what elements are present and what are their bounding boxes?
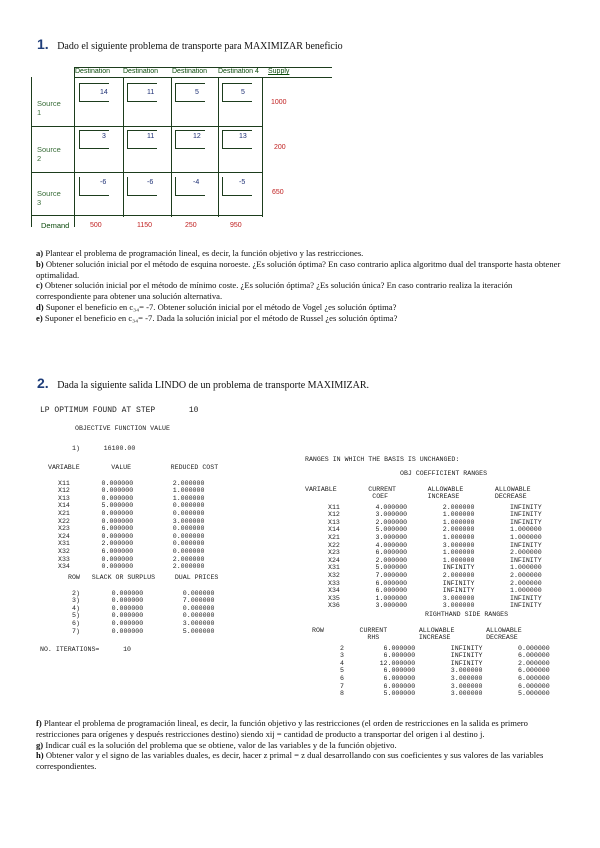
lindo-var-header: VARIABLE VALUE REDUCED COST bbox=[48, 464, 219, 471]
lindo-rhs-header: ROW CURRENT ALLOWABLE ALLOWABLE RHS INCREASE DECREASE bbox=[312, 626, 522, 642]
table-row: 3) 0.000000 7.000000 bbox=[72, 597, 215, 605]
cost-cell: 5 bbox=[195, 89, 199, 96]
header-destination-1: Destination bbox=[75, 68, 111, 75]
lindo-obj-ranges-header: VARIABLE CURRENT ALLOWABLE ALLOWABLE COEF INCREASE DECREASE bbox=[305, 485, 531, 501]
header-destination-2: Destination bbox=[123, 68, 159, 75]
lindo-iterations: NO. ITERATIONS= 10 bbox=[40, 646, 132, 653]
table-row: X12 3.000000 1.000000 INFINITY bbox=[328, 511, 542, 519]
list-item: a) Plantear el problema de programación lineal, es decir, la función objetivo y las restricciones. bbox=[36, 248, 364, 258]
table-row: X33 6.000000 INFINITY 2.000000 bbox=[328, 579, 542, 587]
demand-value: 1150 bbox=[137, 222, 153, 229]
table-row: X11 0.000000 2.000000 bbox=[58, 479, 205, 487]
table-row: X34 6.000000 INFINITY 1.000000 bbox=[328, 587, 542, 595]
q1-title: Dado el siguiente problema de transporte para MAXIMIZAR beneficio bbox=[57, 41, 343, 52]
lindo-var-list bbox=[58, 472, 204, 578]
lindo-obj-title: OBJECTIVE FUNCTION VALUE bbox=[75, 425, 170, 432]
table-row: 5) 0.000000 0.000000 bbox=[72, 612, 215, 620]
table-row: 6 6.000000 3.000000 6.000000 bbox=[340, 674, 550, 682]
cost-cell: -6 bbox=[147, 179, 154, 186]
table-row: 6) 0.000000 3.000000 bbox=[72, 619, 215, 627]
table-row: X21 3.000000 1.000000 1.000000 bbox=[328, 533, 542, 541]
table-row: X24 0.000000 0.000000 bbox=[58, 532, 205, 540]
supply-value: 1000 bbox=[271, 99, 287, 106]
cost-cell: 5 bbox=[241, 89, 245, 96]
table-row: X33 0.000000 2.000000 bbox=[58, 555, 205, 563]
lindo-obj-ranges-list bbox=[328, 496, 542, 618]
list-item: e) Suponer el beneficio en c₃₄= -7. Dada la solución inicial por el método de Russel ¿es solución óptima? bbox=[36, 312, 398, 323]
header-destination-3: Destination bbox=[172, 68, 208, 75]
q2-items bbox=[36, 718, 566, 772]
header-destination-4: Destination 4 bbox=[218, 68, 259, 75]
table-row: 5 6.000000 3.000000 6.000000 bbox=[340, 667, 550, 675]
table-row: X31 2.000000 0.000000 bbox=[58, 540, 205, 548]
table-row: X24 2.000000 1.000000 INFINITY bbox=[328, 556, 542, 564]
cost-cell: 11 bbox=[147, 89, 155, 96]
table-row: 8 5.000000 3.000000 5.000000 bbox=[340, 690, 550, 698]
lindo-ranges-title: RANGES IN WHICH THE BASIS IS UNCHANGED: bbox=[305, 456, 460, 463]
table-row: X22 0.000000 3.000000 bbox=[58, 517, 205, 525]
q2-heading bbox=[37, 375, 369, 391]
table-row: X36 3.000000 3.000000 INFINITY bbox=[328, 602, 542, 610]
cost-cell: 12 bbox=[193, 133, 201, 140]
cost-cell: 3 bbox=[102, 133, 106, 140]
cost-cell: -5 bbox=[239, 179, 246, 186]
table-row: X34 0.000000 2.000000 bbox=[58, 563, 205, 571]
list-item: b) Obtener solución inicial por el método de esquina noroeste. ¿Es solución óptima? En caso contrario aplica algoritmo dual del transporte hasta obtener optimalidad. bbox=[36, 258, 561, 280]
table-row: 4) 0.000000 0.000000 bbox=[72, 604, 215, 612]
table-row: X14 5.000000 2.000000 1.000000 bbox=[328, 526, 542, 534]
header-supply: Supply bbox=[268, 68, 290, 75]
q1-heading bbox=[37, 36, 343, 52]
demand-value: 950 bbox=[230, 222, 242, 229]
list-item: c) Obtener solución inicial por el método de mínimo coste. ¿Es solución óptima? ¿Es solución única? En caso contrario realiza la iteración correspondiente para obtener una solución alternativa. bbox=[36, 280, 513, 302]
demand-value: 250 bbox=[185, 222, 197, 229]
table-row: X13 0.000000 1.000000 bbox=[58, 494, 205, 502]
table-row: X22 4.000000 3.000000 INFINITY bbox=[328, 541, 542, 549]
cost-cell: 11 bbox=[147, 133, 155, 140]
demand-value: 500 bbox=[90, 222, 102, 229]
q2-number: 2. bbox=[37, 375, 49, 391]
table-row: X13 2.000000 1.000000 INFINITY bbox=[328, 518, 542, 526]
table-row: X23 6.000000 0.000000 bbox=[58, 525, 205, 533]
table-row: 7 6.000000 3.000000 6.000000 bbox=[340, 682, 550, 690]
row-label-demand: Demand bbox=[41, 221, 70, 230]
row-label-source-2: Source 2 bbox=[37, 145, 61, 163]
lindo-row-list bbox=[72, 582, 214, 643]
row-label-source-3: Source 3 bbox=[37, 189, 61, 207]
q1-items bbox=[36, 248, 566, 324]
cost-cell: -6 bbox=[100, 179, 107, 186]
cost-cell: 13 bbox=[239, 133, 247, 140]
list-item: d) Suponer el beneficio en c₃₄= -7. Obtener solución inicial por el método de Vogel ¿es solución óptima? bbox=[36, 301, 397, 312]
table-row: 7) 0.000000 5.000000 bbox=[72, 627, 215, 635]
table-row: X14 5.000000 0.000000 bbox=[58, 502, 205, 510]
lindo-row-header: ROW SLACK OR SURPLUS DUAL PRICES bbox=[68, 574, 219, 581]
table-row: X32 7.000000 2.000000 2.000000 bbox=[328, 571, 542, 579]
list-item: g) Indicar cuál es la solución del problema que se obtiene, valor de las variables y de la función objetivo. bbox=[36, 739, 397, 750]
supply-value: 200 bbox=[274, 144, 286, 151]
cost-cell: -4 bbox=[193, 179, 200, 186]
lindo-opt-line: LP OPTIMUM FOUND AT STEP 10 bbox=[40, 406, 199, 415]
q2-title: Dada la siguiente salida LINDO de un problema de transporte MAXIMIZAR. bbox=[57, 380, 370, 391]
table-row: X21 0.000000 0.000000 bbox=[58, 509, 205, 517]
lindo-obj-value: 1) 16100.00 bbox=[72, 445, 136, 452]
list-item: f) Plantear el problema de programación lineal, es decir, la función objetivo y las restricciones (el orden de restricciones en la salida es primero restricciones para orígenes y después restricciones destino) siendo xij = cantidad de producto a transportar del origen i al destino j. bbox=[36, 718, 528, 739]
table-row: X23 6.000000 1.000000 2.000000 bbox=[328, 549, 542, 557]
list-item: h) Obtener valor y el signo de las variables duales, es decir, hacer z primal = z dual desarrollando con sus coeficientes y sus valores de las variables correspondientes. bbox=[36, 750, 544, 772]
lindo-rhs-title: RIGHTHAND SIDE RANGES bbox=[425, 611, 509, 618]
table-row: 2) 0.000000 0.000000 bbox=[72, 589, 215, 597]
table-row: X35 1.000000 3.000000 INFINITY bbox=[328, 594, 542, 602]
table-row: X32 6.000000 0.000000 bbox=[58, 547, 205, 555]
table-row: X11 4.000000 2.000000 INFINITY bbox=[328, 503, 542, 511]
q1-number: 1. bbox=[37, 36, 49, 52]
table-row: X12 0.000000 1.000000 bbox=[58, 487, 205, 495]
supply-value: 650 bbox=[272, 189, 284, 196]
row-label-source-1: Source 1 bbox=[37, 99, 61, 117]
table-row: 4 12.000000 INFINITY 2.000000 bbox=[340, 659, 550, 667]
lindo-rhs-list bbox=[340, 637, 550, 705]
lindo-obj-ranges-title: OBJ COEFFICIENT RANGES bbox=[400, 470, 488, 477]
cost-cell: 14 bbox=[100, 89, 108, 96]
table-row: 3 6.000000 INFINITY 6.000000 bbox=[340, 652, 550, 660]
table-row: 2 6.000000 INFINITY 0.000000 bbox=[340, 644, 550, 652]
table-row: X31 5.000000 INFINITY 1.000000 bbox=[328, 564, 542, 572]
